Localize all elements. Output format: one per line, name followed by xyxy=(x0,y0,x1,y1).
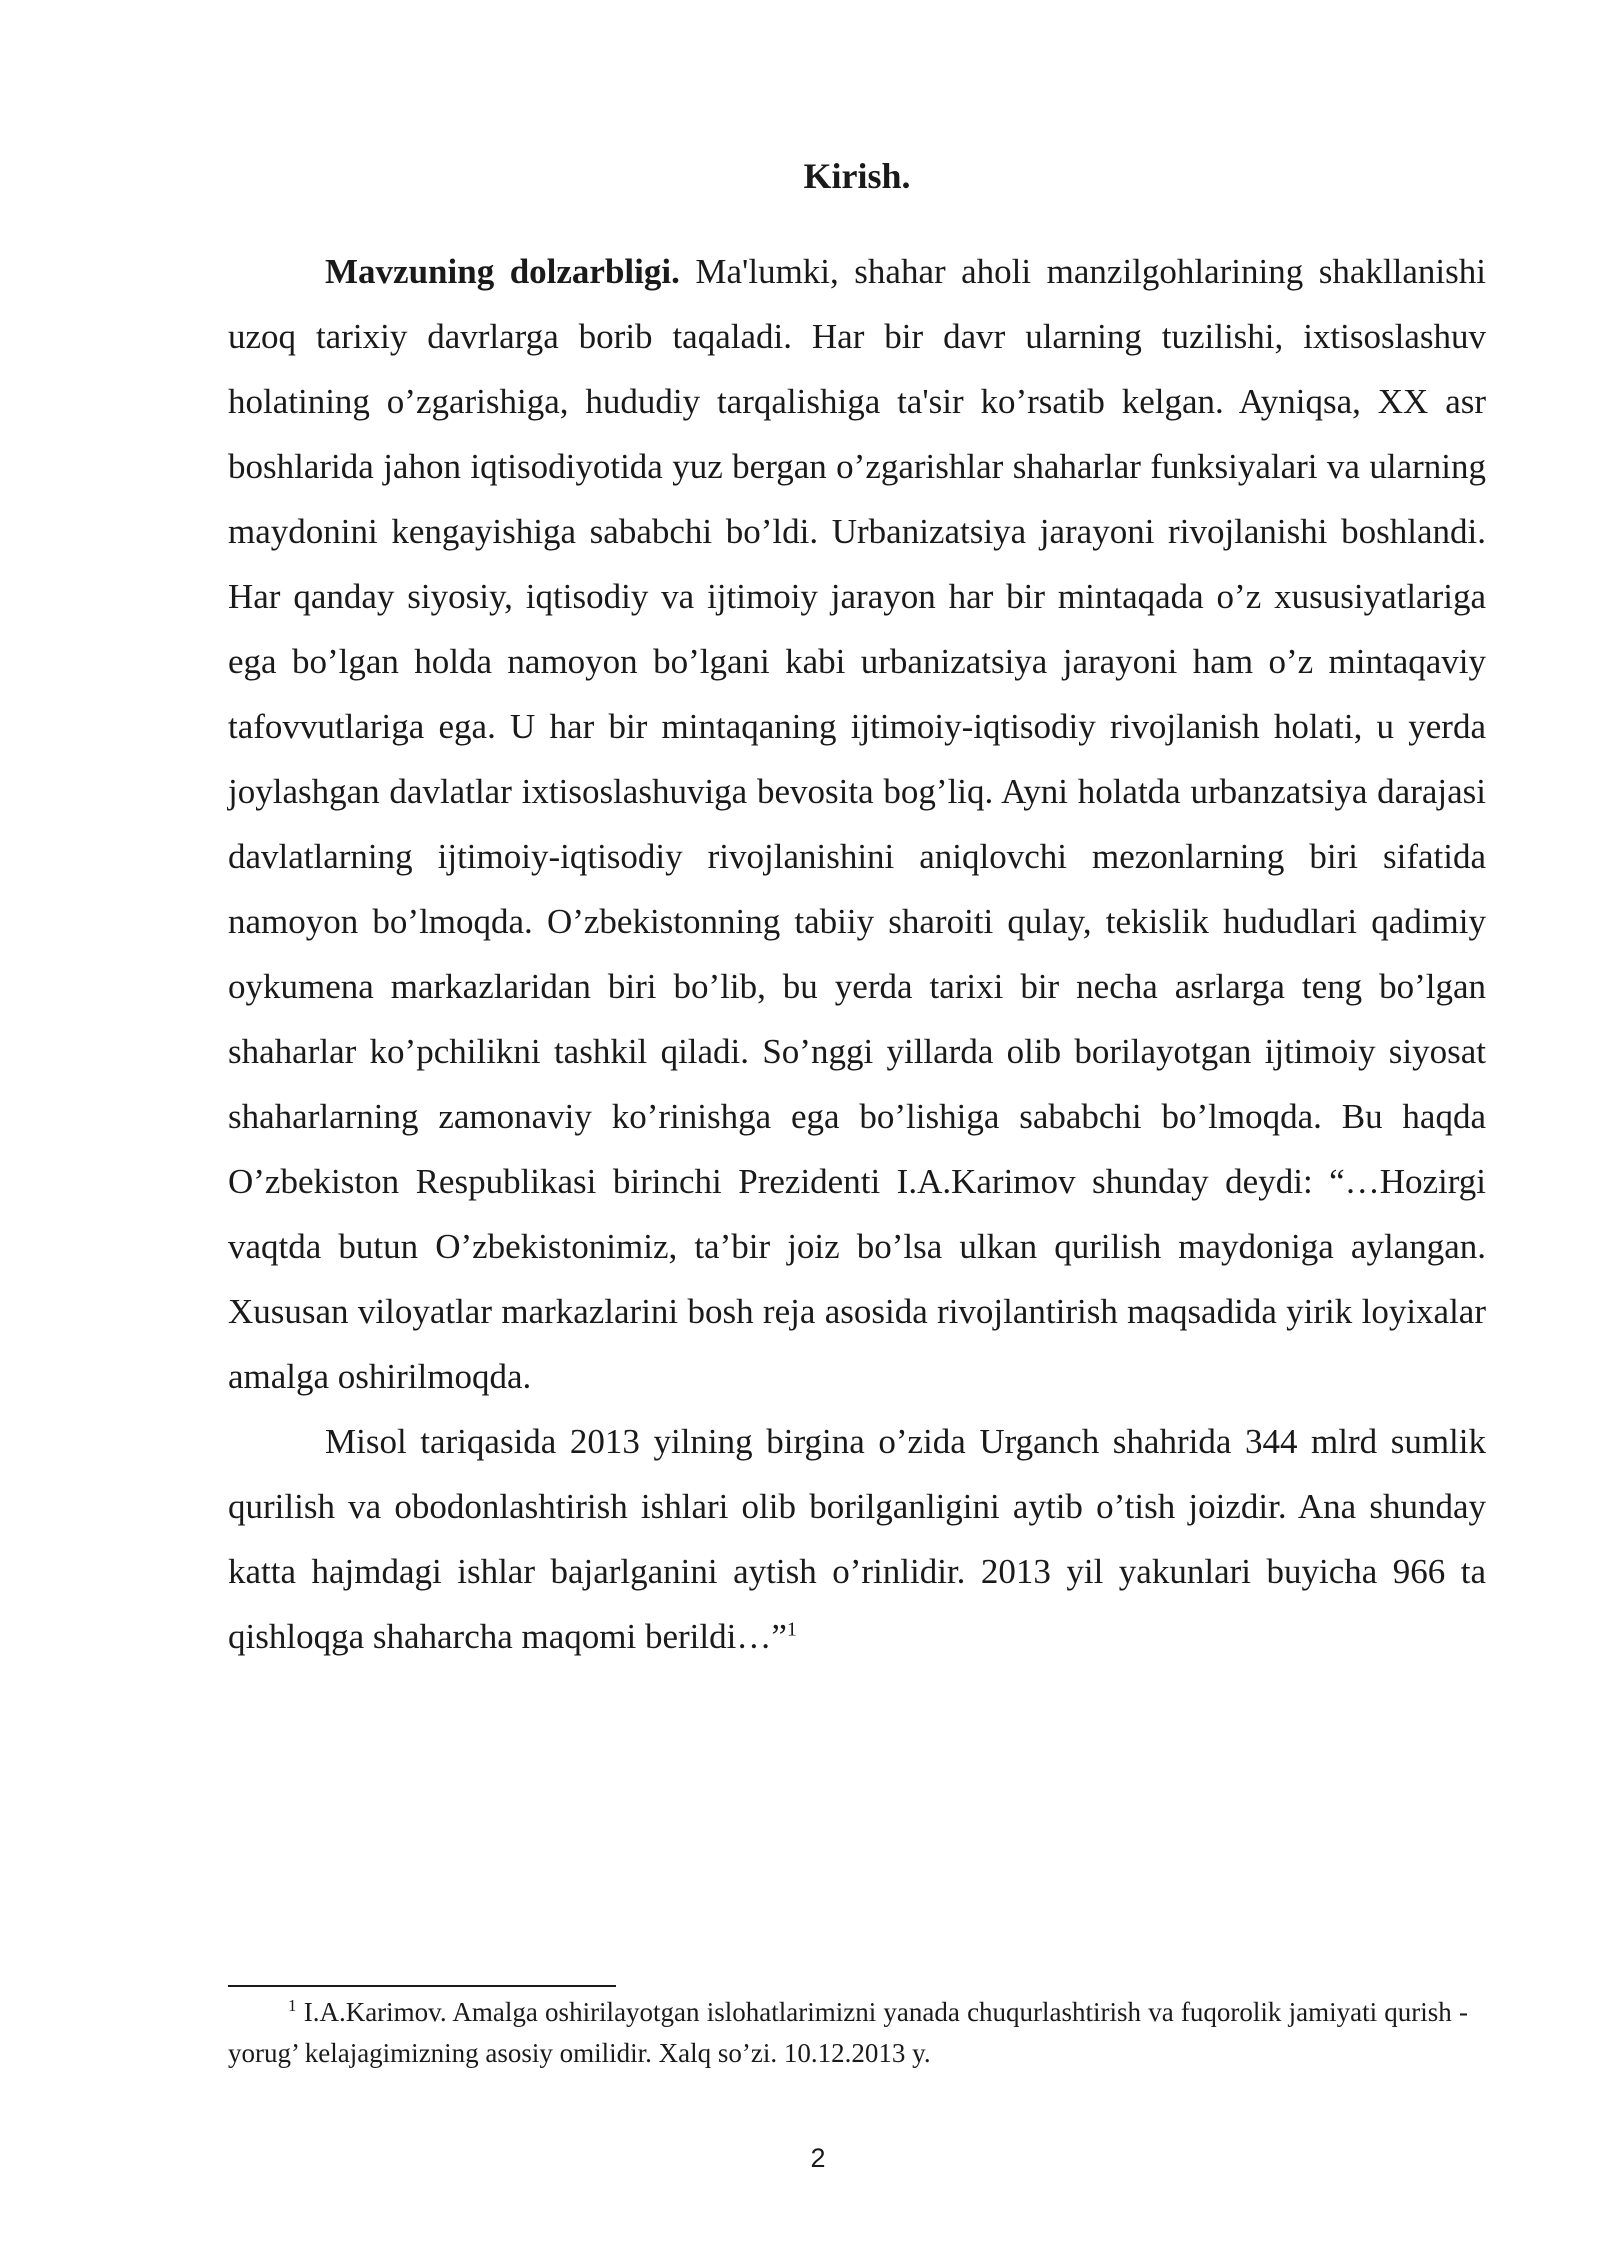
paragraph-relevance xyxy=(228,239,1486,1409)
footnote-text: I.A.Karimov. Amalga oshirilayotgan islohatlarimizni yanada chuqurlashtirish va fuqorolik jamiyati qurish - yorug’ kelajagimizning asosiy omilidir. Xalq so’zi. 10.12.2013 y. xyxy=(228,1997,1468,2068)
paragraph-example xyxy=(228,1409,1486,1669)
page-title: Kirish. xyxy=(803,156,911,196)
footnote-marker: 1 xyxy=(288,1996,297,2015)
body-text xyxy=(228,239,1486,1669)
page-number: 2 xyxy=(810,2143,826,2173)
paragraph-text: Ma'lumki, shahar aholi manzilgohlarining shakllanishi uzoq tarixiy davrlarga borib taqaladi. Har bir davr ularning tuzilishi, ixtisoslashuv holatining o’zgarishiga, hududiy tarqalishiga ta'sir ko’rsatib kelgan. Ayniqsa, XX asr boshlarida jahon iqtisodiyotida yuz bergan o’zgarishlar shaharlar funksiyalari va ularning maydonini kengayishiga sababchi bo’ldi. Urbanizatsiya jarayoni rivojlanishi boshlandi. Har qanday siyosiy, iqtisodiy va ijtimoiy jarayon har bir mintaqada o’z xususiyatlariga ega bo’lgan holda namoyon bo’lgani kabi urbanizatsiya jarayoni ham o’z mintaqaviy tafovvutlariga ega. U har bir mintaqaning ijtimoiy-iqtisodiy rivojlanish holati, u yerda joylashgan davlatlar ixtisoslashuviga bevosita bog’liq. Ayni holatda urbanzatsiya darajasi davlatlarning ijtimoiy-iqtisodiy rivojlanishini aniqlovchi mezonlarning biri sifatida namoyon bo’lmoqda. O’zbekistonning tabiiy sharoiti qulay, tekislik hududlari qadimiy oykumena markazlaridan biri bo’lib, bu yerda tarixi bir necha asrlarga teng bo’lgan shaharlar ko’pchilikni tashkil qiladi. So’nggi yillarda olib borilayotgan ijtimoiy siyosat shaharlarning zamonaviy ko’rinishga ega bo’lishiga sababchi bo’lmoqda. Bu haqda O’zbekiston Respublikasi birinchi Prezidenti I.A.Karimov shunday deydi: “…Hozirgi vaqtda butun O’zbekistonimiz, ta’bir joiz bo’lsa ulkan qurilish maydoniga aylangan. Xususan viloyatlar markazlarini bosh reja asosida rivojlantirish maqsadida yirik loyixalar amalga oshirilmoqda. xyxy=(228,252,1486,1396)
paragraph-text: Misol tariqasida 2013 yilning birgina o’zida Urganch shahrida 344 mlrd sumlik qurilish va obodonlashtirish ishlari olib borilganligini aytib o’tish joizdir. Ana shunday katta hajmdagi ishlar bajarlganini aytish o’rinlidir. 2013 yil yakunlari buyicha 966 ta qishloqga shaharcha maqomi berildi…” xyxy=(228,1422,1486,1656)
footnote-reference[interactable]: 1 xyxy=(786,1618,797,1641)
footnote xyxy=(228,1992,1468,2074)
footnote-divider xyxy=(228,1985,616,1987)
paragraph-lead-heading: Mavzuning dolzarbligi. xyxy=(325,252,680,291)
